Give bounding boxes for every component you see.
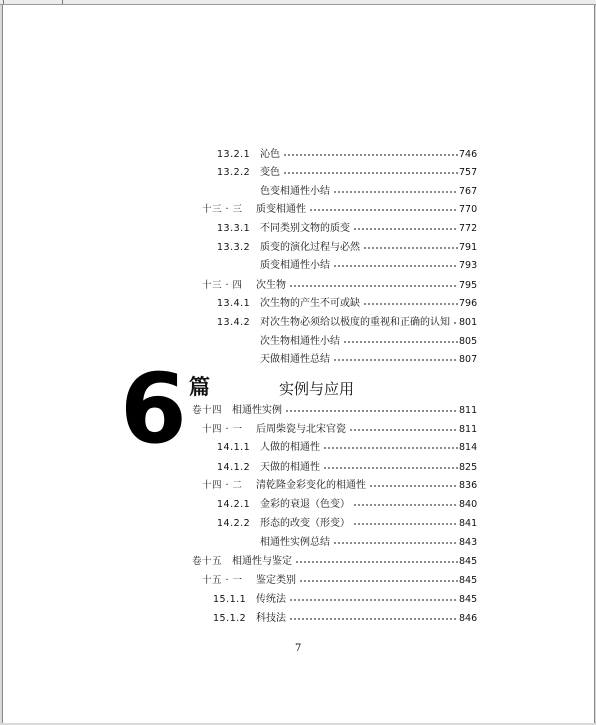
toc-entry[interactable] <box>3 184 594 200</box>
toc-entry-number: 13.4.1 <box>217 298 251 309</box>
toc-entry[interactable] <box>3 165 594 181</box>
part-number: 6 <box>120 353 187 465</box>
toc-entry-page: 793 <box>459 260 478 271</box>
ruler-tick <box>3 0 4 4</box>
dot-leader <box>289 599 458 601</box>
document-page <box>2 5 595 723</box>
toc-entry-page: 846 <box>459 613 478 624</box>
toc-entry-number: 13.2.1 <box>217 149 251 160</box>
toc-entry-number: 15.1.2 <box>213 613 247 624</box>
toc-entry[interactable] <box>3 535 594 551</box>
dot-leader <box>363 303 458 305</box>
dot-leader <box>333 542 458 544</box>
dot-leader <box>295 561 458 563</box>
toc-entry[interactable] <box>3 202 594 218</box>
toc-entry[interactable] <box>3 592 594 608</box>
toc-entry-page: 811 <box>459 405 478 416</box>
toc-entry-number: 十三 · 三 <box>202 204 243 215</box>
part-label: 篇 <box>189 374 210 399</box>
toc-entry-title: 不同类别文物的质变 <box>260 223 350 234</box>
toc-entry-page: 814 <box>459 442 478 453</box>
dot-leader <box>289 285 458 287</box>
toc-entry[interactable] <box>3 497 594 513</box>
toc-entry-title: 科技法 <box>256 613 286 624</box>
toc-entry-number: 13.3.2 <box>217 242 251 253</box>
toc-entry-page: 757 <box>459 167 478 178</box>
toc-entry-page: 841 <box>459 518 478 529</box>
toc-entry-title: 质变的演化过程与必然 <box>260 242 360 253</box>
toc-entry-number: 13.2.2 <box>217 167 251 178</box>
dot-leader <box>283 172 458 174</box>
toc-entry-page: 845 <box>459 575 478 586</box>
dot-leader <box>333 359 458 361</box>
toc-entry-number: 卷十五 <box>192 556 223 567</box>
toc-entry-title: 人做的相通性 <box>260 442 320 453</box>
toc-entry-title: 质变相通性 <box>256 204 306 215</box>
toc-entry-title: 清乾隆金彩变化的相通性 <box>256 480 366 491</box>
toc-entry-title: 后周柴瓷与北宋官瓷 <box>256 424 346 435</box>
dot-leader <box>323 447 458 449</box>
toc-entry-page: 770 <box>459 204 478 215</box>
dot-leader <box>353 504 458 506</box>
dot-leader <box>349 429 458 431</box>
toc-entry-page: 796 <box>459 298 478 309</box>
toc-entry-page: 746 <box>459 149 478 160</box>
toc-entry-page: 843 <box>459 537 478 548</box>
toc-entry[interactable] <box>3 516 594 532</box>
toc-entry-number: 13.4.2 <box>217 317 251 328</box>
toc-entry-number: 十五 · 一 <box>202 575 243 586</box>
toc-entry-number: 卷十四 <box>192 405 223 416</box>
toc-entry-number: 15.1.1 <box>213 594 247 605</box>
toc-entry-page: 772 <box>459 223 478 234</box>
toc-entry[interactable] <box>3 240 594 256</box>
toc-entry-page: 767 <box>459 186 478 197</box>
toc-entry-page: 791 <box>459 242 478 253</box>
toc-entry-page: 845 <box>459 556 478 567</box>
toc-entry-number: 14.2.2 <box>217 518 251 529</box>
table-of-contents <box>3 5 594 723</box>
toc-entry[interactable] <box>3 221 594 237</box>
toc-entry-number: 十四 · 二 <box>202 480 243 491</box>
toc-entry-title: 次生物的产生不可或缺 <box>260 298 360 309</box>
ruler-tick <box>62 0 63 4</box>
dot-leader <box>343 341 458 343</box>
dot-leader <box>333 191 458 193</box>
toc-entry-page: 845 <box>459 594 478 605</box>
toc-entry[interactable] <box>3 554 594 570</box>
toc-entry-page: 805 <box>459 336 478 347</box>
dot-leader <box>323 467 458 469</box>
toc-entry-title: 相通性与鉴定 <box>232 556 292 567</box>
dot-leader <box>453 322 458 324</box>
dot-leader <box>363 247 458 249</box>
dot-leader <box>309 209 458 211</box>
toc-entry[interactable] <box>3 611 594 627</box>
toc-entry-title: 对次生物必须给以极度的重视和正确的认知 <box>260 317 450 328</box>
toc-entry-page: 795 <box>459 280 478 291</box>
toc-entry[interactable] <box>3 278 594 294</box>
dot-leader <box>289 618 458 620</box>
toc-entry[interactable] <box>3 440 594 456</box>
part-title: 实例与应用 <box>279 380 355 398</box>
toc-entry[interactable] <box>3 422 594 438</box>
toc-entry-title: 天做的相通性 <box>260 462 320 473</box>
dot-leader <box>285 410 458 412</box>
toc-entry-number: 十三 · 四 <box>202 280 243 291</box>
toc-entry[interactable] <box>3 334 594 350</box>
toc-entry[interactable] <box>3 478 594 494</box>
toc-entry-title: 鉴定类别 <box>256 575 296 586</box>
toc-entry-title: 形态的改变（形变） <box>260 518 350 529</box>
dot-leader <box>333 265 458 267</box>
toc-entry[interactable] <box>3 403 594 419</box>
toc-entry[interactable] <box>3 296 594 312</box>
toc-entry[interactable] <box>3 147 594 163</box>
dot-leader <box>369 485 458 487</box>
toc-entry-number: 13.3.1 <box>217 223 251 234</box>
toc-entry-number: 14.1.1 <box>217 442 251 453</box>
toc-entry-title: 相通性实例 <box>232 405 282 416</box>
toc-entry-page: 840 <box>459 499 478 510</box>
toc-entry-title: 次生物相通性小结 <box>260 336 340 347</box>
toc-entry-page: 825 <box>459 462 478 473</box>
toc-entry[interactable] <box>3 352 594 368</box>
toc-entry[interactable] <box>3 258 594 274</box>
toc-entry-page: 836 <box>459 480 478 491</box>
toc-entry-page: 807 <box>459 354 478 365</box>
toc-entry-page: 811 <box>459 424 478 435</box>
toc-entry-title: 金彩的衰退（色变） <box>260 499 350 510</box>
toc-entry-number: 14.2.1 <box>217 499 251 510</box>
toc-entry-title: 色变相通性小结 <box>260 186 330 197</box>
toc-entry-title: 天做相通性总结 <box>260 354 330 365</box>
dot-leader <box>353 228 458 230</box>
toc-entry-page: 801 <box>459 317 478 328</box>
toc-entry-number: 14.1.2 <box>217 462 251 473</box>
toc-entry[interactable] <box>3 460 594 476</box>
toc-entry-number: 十四 · 一 <box>202 424 243 435</box>
toc-entry[interactable] <box>3 573 594 589</box>
dot-leader <box>299 580 458 582</box>
page-number: 7 <box>295 643 302 654</box>
toc-entry-title: 相通性实例总结 <box>260 537 330 548</box>
dot-leader <box>283 154 458 156</box>
toc-entry-title: 变色 <box>260 167 280 178</box>
toc-entry-title: 沁色 <box>260 149 280 160</box>
dot-leader <box>353 523 458 525</box>
toc-entry[interactable] <box>3 315 594 331</box>
toc-entry-title: 次生物 <box>256 280 286 291</box>
toc-entry-title: 质变相通性小结 <box>260 260 330 271</box>
toc-entry-title: 传统法 <box>256 594 286 605</box>
